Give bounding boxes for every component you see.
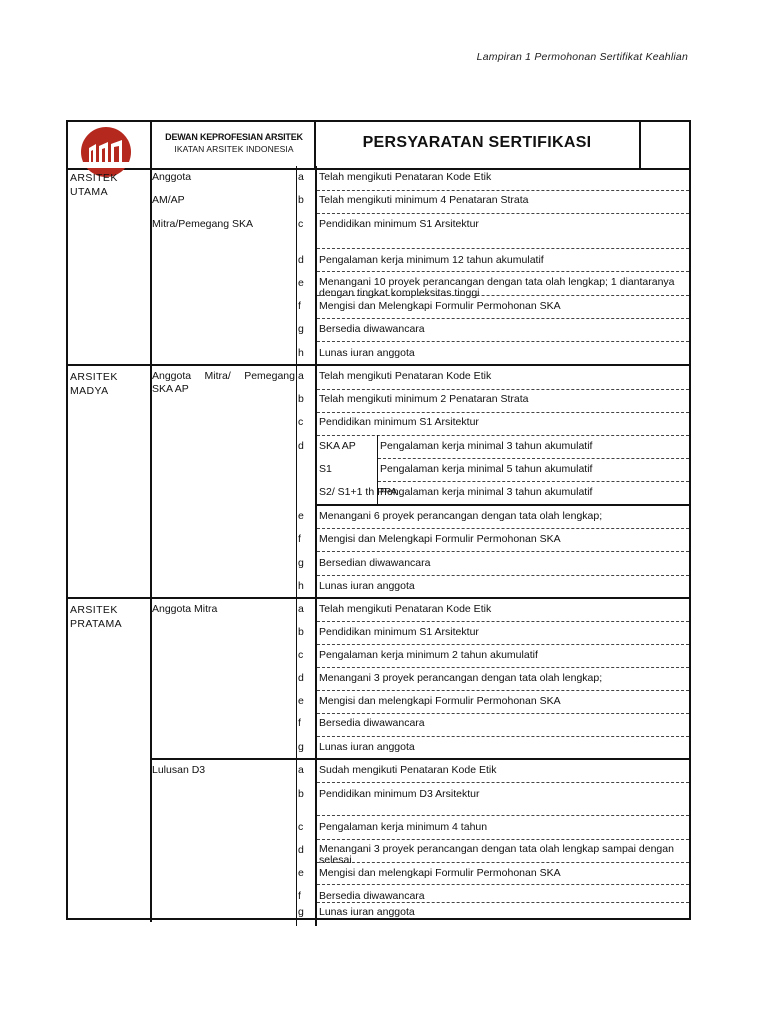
requirement-text: Pengalaman kerja minimal 3 tahun akumulatif: [380, 486, 593, 498]
requirement-text: Telah mengikuti minimum 4 Penataran Strata: [319, 194, 529, 206]
item-letter: g: [298, 323, 304, 335]
row-divider: [317, 551, 689, 552]
item-letter: e: [298, 510, 304, 522]
requirement-text: Pendidikan minimum D3 Arsitektur: [319, 788, 480, 800]
item-letter: d: [298, 254, 304, 266]
row-divider: [317, 736, 689, 737]
row-divider: [317, 412, 689, 413]
membership-group: Anggota Mitra: [152, 603, 218, 615]
item-letter: b: [298, 393, 304, 405]
row-divider: [317, 504, 689, 506]
requirement-text: Pendidikan minimum S1 Arsitektur: [319, 218, 479, 230]
requirement-text: Lunas iuran anggota: [319, 906, 415, 918]
row-divider: [317, 667, 689, 668]
header-divider: [639, 122, 641, 168]
item-letter: d: [298, 440, 304, 452]
requirement-text: Pengalaman kerja minimal 5 tahun akumulatif: [380, 463, 593, 475]
row-divider: [317, 318, 689, 319]
item-letter: e: [298, 867, 304, 879]
membership-group: Lulusan D3: [152, 764, 206, 776]
section-divider: [68, 597, 689, 599]
item-letter: e: [298, 277, 304, 289]
item-letter: f: [298, 300, 301, 312]
requirement-text: Sudah mengikuti Penataran Kode Etik: [319, 764, 497, 776]
item-letter: c: [298, 218, 304, 230]
requirements-table: [66, 120, 691, 920]
requirement-text: Bersedia diwawancara: [319, 323, 425, 335]
attachment-caption: Lampiran 1 Permohonan Sertifikat Keahlian: [476, 51, 688, 63]
row-divider: [317, 213, 689, 214]
requirement-text: Pendidikan minimum S1 Arsitektur: [319, 626, 479, 638]
page-title: PERSYARATAN SERTIFIKASI: [362, 134, 592, 151]
item-letter: b: [298, 194, 304, 206]
section-divider: [68, 364, 689, 366]
item-letter: d: [298, 672, 304, 684]
requirement-text: Lunas iuran anggota: [319, 741, 415, 753]
requirement-text: Telah mengikuti Penataran Kode Etik: [319, 603, 492, 615]
item-letter: c: [298, 416, 304, 428]
item-letter: g: [298, 741, 304, 753]
column-divider: [150, 122, 152, 922]
requirement-text: Telah mengikuti minimum 2 Penataran Strata: [319, 393, 529, 405]
row-divider: [317, 575, 689, 576]
item-letter: f: [298, 717, 301, 729]
row-divider: [317, 295, 689, 296]
requirement-text: Telah mengikuti Penataran Kode Etik: [319, 370, 492, 382]
membership-group: Anggota: [152, 171, 192, 183]
membership-group: Mitra/Pemegang SKA: [152, 218, 253, 230]
row-divider: [317, 902, 689, 903]
row-divider: [378, 481, 689, 482]
requirement-text: Pengalaman kerja minimum 4 tahun: [319, 821, 488, 833]
item-letter: g: [298, 557, 304, 569]
item-letter: f: [298, 533, 301, 545]
iai-logo-icon: [80, 126, 134, 168]
row-divider: [317, 815, 689, 816]
item-letter: c: [298, 821, 304, 833]
requirement-text: Mengisi dan melengkapi Formulir Permohonan SKA: [319, 695, 561, 707]
item-letter: a: [298, 603, 304, 615]
membership-group: AM/AP: [152, 194, 185, 206]
row-divider: [317, 190, 689, 191]
requirement-text: Pendidikan minimum S1 Arsitektur: [319, 416, 479, 428]
row-divider: [317, 862, 689, 863]
requirement-text: Bersedia diwawancara: [319, 890, 425, 902]
column-divider: [296, 166, 297, 926]
requirement-text: Menangani 6 proyek perancangan dengan tata olah lengkap;: [319, 510, 603, 522]
item-letter: b: [298, 788, 304, 800]
category-label: ARSITEK MADYA: [70, 371, 118, 397]
row-divider: [317, 271, 689, 272]
item-letter: d: [298, 844, 304, 856]
table-header: [68, 122, 689, 170]
sub-label: S2/ S1+1 th PPA: [319, 486, 398, 498]
requirement-text: Pengalaman kerja minimum 2 tahun akumulatif: [319, 649, 538, 661]
requirement-text: Bersedia diwawancara: [319, 717, 425, 729]
requirement-text: Pengalaman kerja minimal 3 tahun akumulatif: [380, 440, 593, 452]
row-divider: [317, 690, 689, 691]
item-letter: a: [298, 370, 304, 382]
requirement-text: Pengalaman kerja minimum 12 tahun akumulatif: [319, 254, 544, 266]
category-label: ARSITEK UTAMA: [70, 172, 118, 198]
item-letter: b: [298, 626, 304, 638]
group-divider: [150, 758, 689, 760]
requirement-text: Menangani 3 proyek perancangan dengan tata olah lengkap sampai dengan selesai: [319, 843, 674, 866]
row-divider: [317, 713, 689, 714]
item-letter: f: [298, 890, 301, 902]
row-divider: [317, 435, 689, 436]
row-divider: [317, 389, 689, 390]
requirement-text: Menangani 3 proyek perancangan dengan tata olah lengkap;: [319, 672, 603, 684]
sub-label: S1: [319, 463, 332, 475]
requirement-text: Bersedian diwawancara: [319, 557, 431, 569]
org-name: DEWAN KEPROFESIAN ARSITEK: [165, 132, 303, 142]
item-letter: c: [298, 649, 304, 661]
category-label: ARSITEK PRATAMA: [70, 604, 122, 630]
item-letter: h: [298, 580, 304, 592]
item-letter: a: [298, 171, 304, 183]
sub-label: SKA AP: [319, 440, 356, 452]
requirement-text: Lunas iuran anggota: [319, 580, 415, 592]
row-divider: [317, 839, 689, 840]
requirement-text: Mengisi dan Melengkapi Formulir Permohonan SKA: [319, 533, 561, 545]
requirement-text: Mengisi dan melengkapi Formulir Permohonan SKA: [319, 867, 561, 879]
column-divider: [315, 166, 317, 926]
requirement-text: Menangani 10 proyek perancangan dengan tata olah lengkap; 1 diantaranya dengan tingkat kompleksitas tinggi: [319, 276, 675, 299]
row-divider: [317, 884, 689, 885]
row-divider: [317, 528, 689, 529]
row-divider: [317, 248, 689, 249]
item-letter: e: [298, 695, 304, 707]
org-subtitle: IKATAN ARSITEK INDONESIA: [174, 144, 294, 154]
row-divider: [317, 782, 689, 783]
row-divider: [317, 644, 689, 645]
row-divider: [378, 458, 689, 459]
requirement-text: Mengisi dan Melengkapi Formulir Permohonan SKA: [319, 300, 561, 312]
item-letter: a: [298, 764, 304, 776]
item-letter: h: [298, 347, 304, 359]
requirement-text: Telah mengikuti Penataran Kode Etik: [319, 171, 492, 183]
row-divider: [317, 621, 689, 622]
item-letter: g: [298, 906, 304, 918]
row-divider: [317, 341, 689, 342]
membership-group: Anggota Mitra/ Pemegang SKA AP: [152, 370, 295, 395]
sub-column-divider: [377, 435, 378, 505]
requirement-text: Lunas iuran anggota: [319, 347, 415, 359]
